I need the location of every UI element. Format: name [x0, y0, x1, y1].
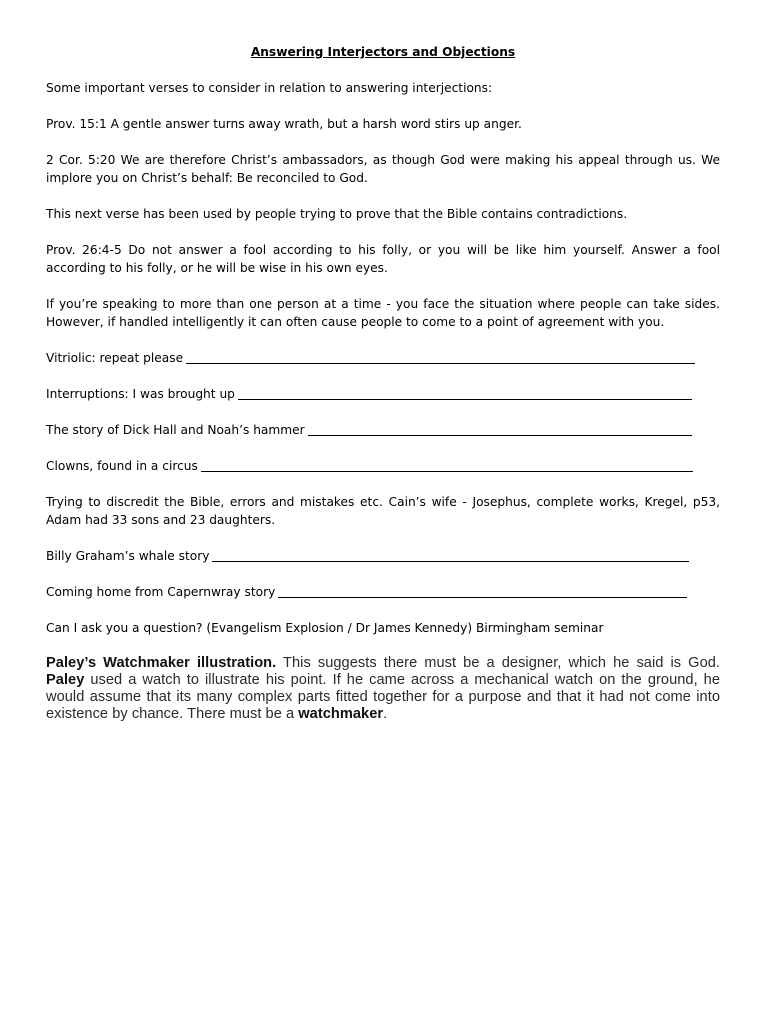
- document-page: [46, 43, 720, 723]
- fill-in-blank[interactable]: [201, 458, 693, 472]
- verse-2-cor-5: 2 Cor. 5:20 We are therefore Christ’s ambassadors, as though God were making his appeal through us. We implore you on Christ’s behalf: Be reconciled to God.: [46, 153, 720, 185]
- fill-in-line: [46, 583, 720, 601]
- fill-in-blank[interactable]: [308, 422, 692, 436]
- paley-text: .: [383, 706, 388, 722]
- intro-text: Some important verses to consider in relation to answering interjections:: [46, 81, 493, 95]
- fill-in-line: [46, 457, 720, 475]
- fill-in-blank[interactable]: [186, 350, 695, 364]
- question-note: Can I ask you a question? (Evangelism Explosion / Dr James Kennedy) Birmingham seminar: [46, 621, 604, 635]
- paley-text: This suggests there must be a designer, which he said is God.: [276, 655, 721, 671]
- fill-in-label: Interruptions: I was brought up: [46, 387, 235, 401]
- paley-text: used a watch to illustrate his point. If he came across a mechanical watch on the ground, he would assume that its many complex parts fitted together for a purpose and that it had not come into existence by chance. There must be a: [46, 672, 720, 722]
- fill-in-label: Clowns, found in a circus: [46, 459, 198, 473]
- document-title: Answering Interjectors and Objections: [250, 45, 516, 59]
- paley-keyword: watchmaker: [298, 706, 384, 722]
- sides-note: If you’re speaking to more than one person at a time - you face the situation where people can take sides. However, if handled intelligently it can often cause people to come to a point of agreement with you.: [46, 297, 720, 329]
- fill-in-line: [46, 385, 720, 403]
- fill-in-label: Vitriolic: repeat please: [46, 351, 184, 365]
- fill-in-blank[interactable]: [212, 548, 689, 562]
- fill-in-line: [46, 349, 720, 367]
- fill-in-label: Billy Graham’s whale story: [46, 549, 210, 563]
- paley-name: Paley: [46, 672, 85, 688]
- paley-heading: Paley’s Watchmaker illustration.: [46, 655, 277, 671]
- fill-in-label: Coming home from Capernwray story: [46, 585, 276, 599]
- fill-in-line: [46, 547, 720, 565]
- verse-prov-26: Prov. 26:4-5 Do not answer a fool according to his folly, or you will be like him yourself. Answer a fool according to his folly, or he will be wise in his own eyes.: [46, 243, 720, 275]
- fill-in-blank[interactable]: [238, 386, 692, 400]
- discredit-note: Trying to discredit the Bible, errors and mistakes etc. Cain’s wife - Josephus, complete works, Kregel, p53, Adam had 33 sons and 23 daughters.: [46, 495, 720, 527]
- contradictions-note: This next verse has been used by people trying to prove that the Bible contains contradictions.: [46, 207, 628, 221]
- fill-in-blank[interactable]: [278, 584, 687, 598]
- verse-prov-15: Prov. 15:1 A gentle answer turns away wrath, but a harsh word stirs up anger.: [46, 117, 522, 131]
- paley-paragraph: [46, 655, 720, 723]
- fill-in-label: The story of Dick Hall and Noah’s hammer: [46, 423, 305, 437]
- fill-in-line: [46, 421, 720, 439]
